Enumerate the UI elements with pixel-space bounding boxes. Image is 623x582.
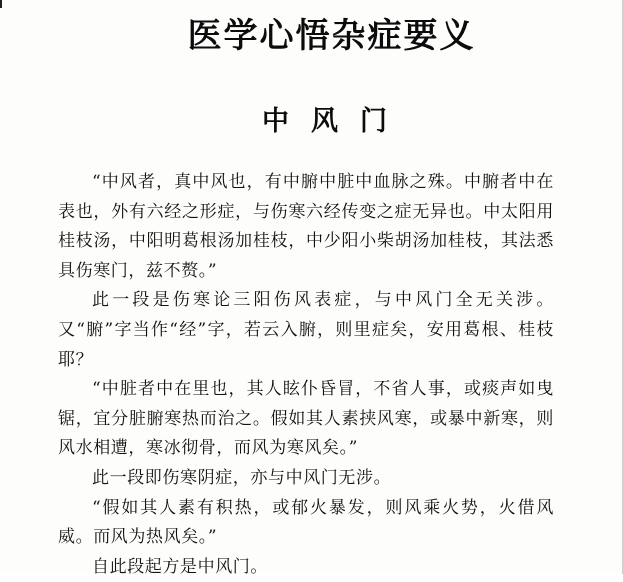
paragraph-quote-2: “中脏者中在里也，其人眩仆昏冒，不省人事，或痰声如曳锯，宜分脏腑寒热而治之。假如其人素挟风寒，或暴中新寒，则风水相遭，寒冰彻骨，而风为寒风矣。” — [58, 379, 554, 459]
paragraph-commentary-1: 此一段是伤寒论三阳伤风表症，与中风门全无关涉。又“腑”字当作“经”字，若云入腑，则里症矣，安用葛根、桂枝耶？ — [58, 290, 554, 370]
paragraph-quote-1: “中风者，真中风也，有中腑中脏中血脉之殊。中腑者中在表也，外有六经之形症，与伤寒六经传变之症无异也。中太阳用桂枝汤，中阳明葛根汤加桂枝，中少阳小柴胡汤加桂枝，其法悉具伤寒门，兹不赘。” — [58, 172, 554, 281]
scan-edge-mark — [0, 0, 2, 8]
section-heading: 中风门 — [262, 106, 409, 137]
paragraph-quote-3: “假如其人素有积热，或郁火暴发，则风乘火势，火借风威。而风为热风矣。” — [58, 497, 554, 548]
paragraph-commentary-2: 此一段即伤寒阴症，亦与中风门无涉。 — [92, 467, 392, 488]
body-text — [58, 168, 554, 582]
paragraph-commentary-3: 自此段起方是中风门。 — [92, 556, 268, 577]
page-title: 医学心悟杂症要义 — [187, 16, 476, 56]
